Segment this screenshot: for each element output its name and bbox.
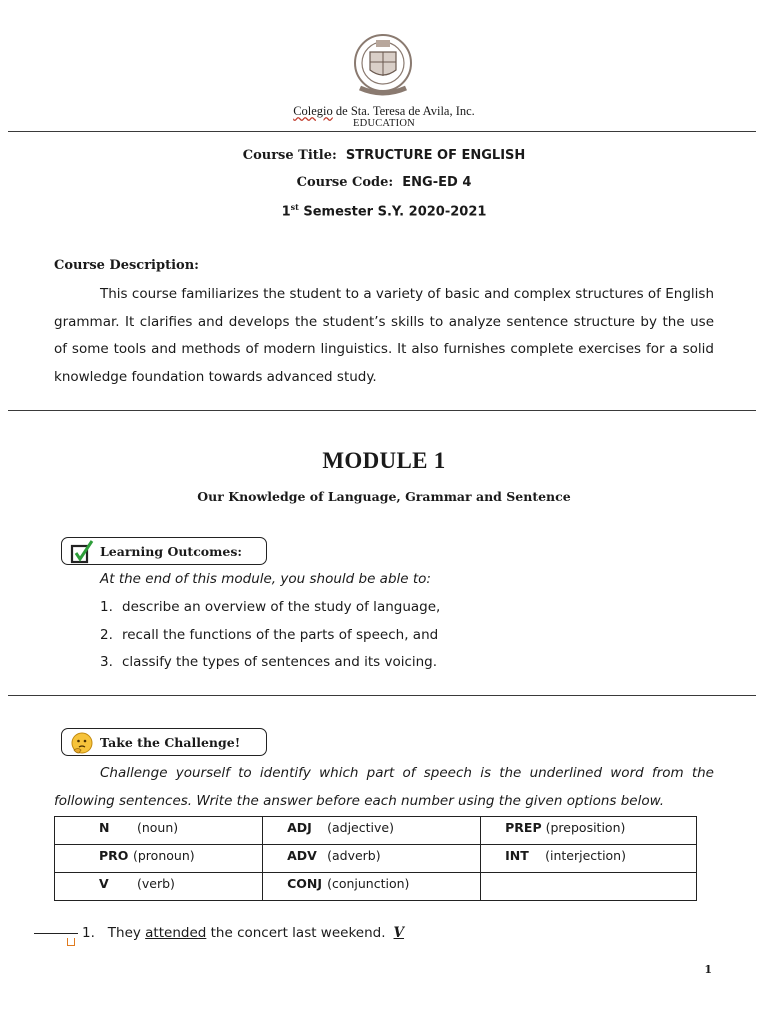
table-cell: ADJ (adjective) xyxy=(263,817,481,845)
table-cell: PRO (pronoun) xyxy=(55,845,263,873)
learning-outcomes-label: Learning Outcomes: xyxy=(61,537,267,565)
edit-marker-icon xyxy=(67,938,75,946)
table-row xyxy=(55,845,697,873)
list-item: 2. recall the functions of the parts of speech, and xyxy=(100,626,439,643)
exercise-answer: V xyxy=(393,925,405,941)
underlined-word: attended xyxy=(145,925,207,941)
department-name: EDUCATION xyxy=(353,118,415,129)
table-row xyxy=(55,817,697,845)
take-the-challenge-label: Take the Challenge! xyxy=(61,728,267,756)
course-title: Course Title: STRUCTURE OF ENGLISH xyxy=(242,148,526,163)
challenge-instructions: Challenge yourself to identify which part of speech is the underlined word from the following sentences. Write the answer before each number using the given options below. xyxy=(54,765,714,809)
table-cell: V (verb) xyxy=(55,873,263,901)
module-subtitle: Our Knowledge of Language, Grammar and Sentence xyxy=(197,489,571,504)
parts-of-speech-options-table xyxy=(54,816,697,901)
outcomes-list xyxy=(100,597,440,680)
answer-blank[interactable] xyxy=(34,933,78,934)
thinking-face-icon xyxy=(70,731,92,753)
table-cell: INT (interjection) xyxy=(481,845,697,873)
table-cell xyxy=(481,873,697,901)
section-divider xyxy=(8,695,756,696)
course-description-text: This course familiarizes the student to a variety of basic and complex structures of English grammar. It clarifies and develops the student’s skills to analyze sentence structure by the use of some tools and methods of modern linguistics. It also furnishes complete exercises for a solid knowledge foundation towards advanced study. xyxy=(54,286,714,385)
checkmark-icon xyxy=(70,540,92,562)
semester: 1st Semester S.Y. 2020-2021 xyxy=(281,202,487,220)
school-seal-logo xyxy=(352,32,414,102)
table-cell: PREP (preposition) xyxy=(481,817,697,845)
list-item: 1. describe an overview of the study of language, xyxy=(100,599,441,615)
table-cell: ADV (adverb) xyxy=(263,845,481,873)
module-title: MODULE 1 xyxy=(322,448,446,473)
school-name: Colegio de Sta. Teresa de Avila, Inc. xyxy=(293,104,475,118)
table-cell: CONJ (conjunction) xyxy=(263,873,481,901)
list-item: 3. classify the types of sentences and its voicing. xyxy=(100,654,438,670)
table-cell: N (noun) xyxy=(55,817,263,845)
page-number: 1 xyxy=(704,963,712,976)
course-description-label: Course Description: xyxy=(54,258,199,273)
table-row xyxy=(55,873,697,901)
outcomes-intro: At the end of this module, you should be able to: xyxy=(100,571,431,587)
exercise-item: 1. They attended the concert last weekend. V xyxy=(34,925,404,941)
section-divider xyxy=(8,410,756,411)
header-divider xyxy=(8,131,756,132)
course-code: Course Code: ENG-ED 4 xyxy=(296,175,472,190)
